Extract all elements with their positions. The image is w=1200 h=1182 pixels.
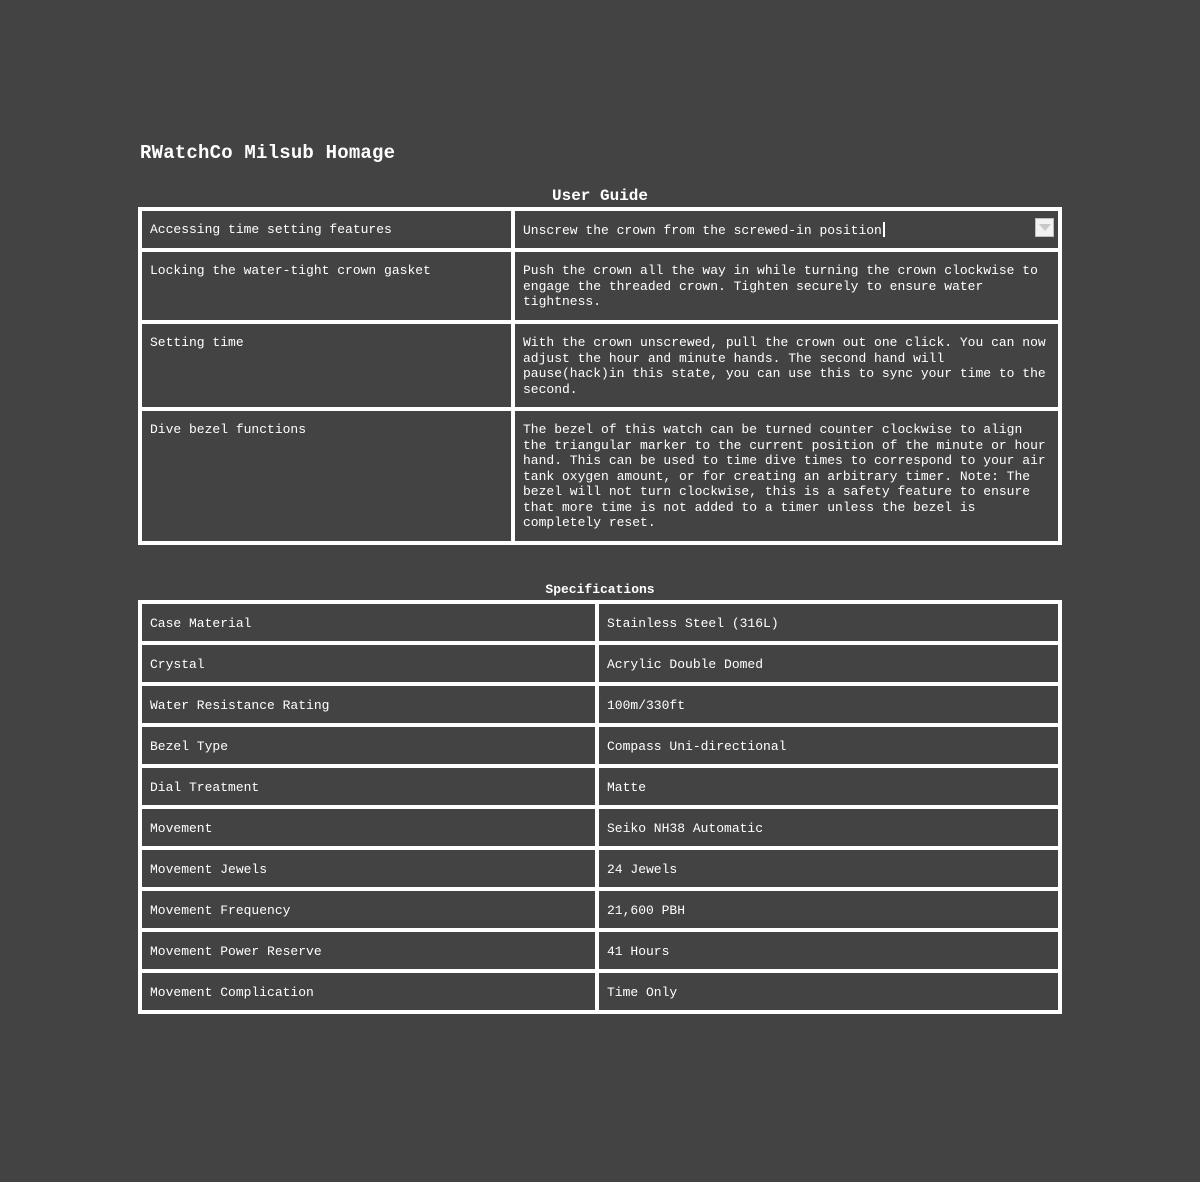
spec-value: Seiko NH38 Automatic (599, 809, 1058, 846)
guide-instruction: Push the crown all the way in while turning the crown clockwise to engage the threaded crown. Tighten securely to ensure water tightness. (515, 252, 1058, 320)
spec-label: Water Resistance Rating (142, 686, 595, 723)
spec-label: Case Material (142, 604, 595, 641)
spec-label: Movement Complication (142, 973, 595, 1010)
table-row (142, 768, 1058, 805)
spec-label: Movement (142, 809, 595, 846)
spec-value: 21,600 PBH (599, 891, 1058, 928)
table-row (142, 850, 1058, 887)
spec-value: Time Only (599, 973, 1058, 1010)
table-row (142, 973, 1058, 1010)
spec-label: Movement Jewels (142, 850, 595, 887)
table-row (142, 645, 1058, 682)
table-row (142, 809, 1058, 846)
specifications-table (138, 600, 1062, 1014)
spec-label: Movement Power Reserve (142, 932, 595, 969)
spec-value: 24 Jewels (599, 850, 1058, 887)
guide-topic: Accessing time setting features (142, 211, 511, 248)
guide-instruction-editable[interactable] (515, 211, 1058, 248)
guide-instruction: The bezel of this watch can be turned counter clockwise to align the triangular marker to the current position of the minute or hour hand. This can be used to time dive times to correspond to your air tank oxygen amount, or for creating an arbitrary timer. Note: The bezel will not turn clockwise, this is a safety feature to ensure that more time is not added to a timer unless the bezel is completely reset. (515, 411, 1058, 541)
dropdown-toggle-button[interactable] (1035, 218, 1054, 237)
user-guide-table (138, 207, 1062, 545)
guide-topic: Setting time (142, 324, 511, 407)
page-title: RWatchCo Milsub Homage (140, 142, 396, 164)
specifications-caption: Specifications (545, 582, 655, 597)
spec-value: 100m/330ft (599, 686, 1058, 723)
spec-value: Compass Uni-directional (599, 727, 1058, 764)
guide-instruction[interactable]: Unscrew the crown from the screwed-in position (523, 223, 882, 238)
table-row (142, 891, 1058, 928)
table-row (142, 211, 1058, 248)
table-row (142, 727, 1058, 764)
table-row (142, 324, 1058, 407)
table-row (142, 252, 1058, 320)
table-row (142, 604, 1058, 641)
guide-topic: Dive bezel functions (142, 411, 511, 541)
user-guide-caption: User Guide (551, 187, 648, 205)
table-row (142, 932, 1058, 969)
spec-label: Bezel Type (142, 727, 595, 764)
table-row (142, 411, 1058, 541)
guide-instruction: With the crown unscrewed, pull the crown out one click. You can now adjust the hour and minute hands. The second hand will pause(hack)in this state, you can use this to sync your time to the second. (515, 324, 1058, 407)
spec-value: Matte (599, 768, 1058, 805)
table-row (142, 686, 1058, 723)
spec-label: Dial Treatment (142, 768, 595, 805)
spec-label: Crystal (142, 645, 595, 682)
spec-value: 41 Hours (599, 932, 1058, 969)
spec-value: Acrylic Double Domed (599, 645, 1058, 682)
chevron-down-icon (1039, 224, 1051, 231)
text-caret (883, 222, 885, 237)
spec-label: Movement Frequency (142, 891, 595, 928)
guide-topic: Locking the water-tight crown gasket (142, 252, 511, 320)
spec-value: Stainless Steel (316L) (599, 604, 1058, 641)
